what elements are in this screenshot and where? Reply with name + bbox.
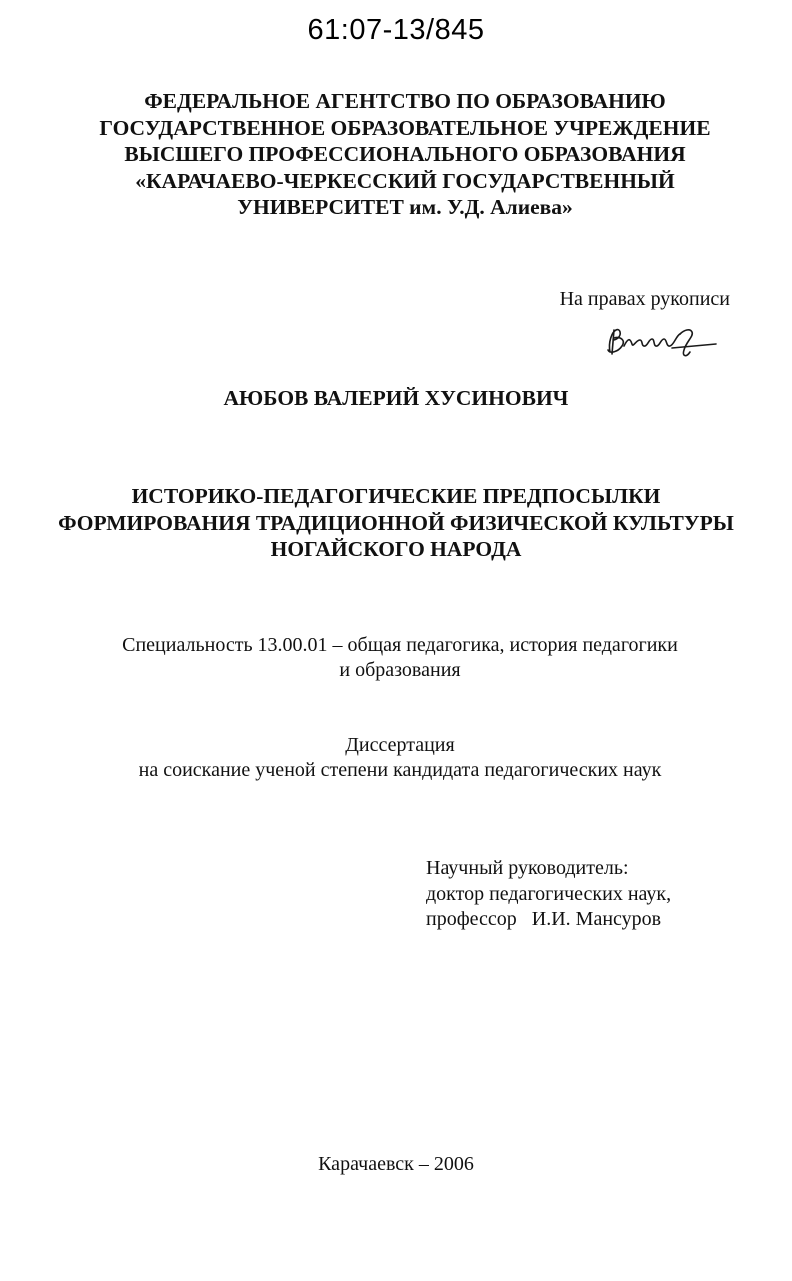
institution-line: ВЫСШЕГО ПРОФЕССИОНАЛЬНОГО ОБРАЗОВАНИЯ bbox=[124, 142, 686, 166]
handwritten-signature-icon bbox=[600, 320, 720, 365]
institution-line: УНИВЕРСИТЕТ им. У.Д. Алиева» bbox=[237, 195, 573, 219]
title-line: НОГАЙСКОГО НАРОДА bbox=[270, 537, 522, 561]
dissertation-title bbox=[40, 483, 752, 563]
supervisor-line: профессор И.И. Мансуров bbox=[426, 908, 662, 930]
institution-line: ФЕДЕРАЛЬНОЕ АГЕНТСТВО ПО ОБРАЗОВАНИЮ bbox=[144, 89, 666, 113]
title-line: ИСТОРИКО-ПЕДАГОГИЧЕСКИЕ ПРЕДПОСЫЛКИ bbox=[131, 484, 661, 508]
catalog-code: 61:07-13/845 bbox=[307, 14, 485, 46]
manuscript-rights-note: На правах рукописи bbox=[559, 288, 730, 310]
author-name: АЮБОВ ВАЛЕРИЙ ХУСИНОВИЧ bbox=[223, 386, 569, 410]
degree-line: Диссертация bbox=[345, 734, 455, 756]
supervisor-info bbox=[426, 856, 766, 933]
supervisor-line: Научный руководитель: bbox=[426, 857, 629, 879]
institution-header bbox=[60, 88, 750, 221]
degree-info bbox=[60, 733, 740, 783]
title-line: ФОРМИРОВАНИЯ ТРАДИЦИОННОЙ ФИЗИЧЕСКОЙ КУЛЬТУРЫ bbox=[58, 510, 734, 535]
place-and-year: Карачаевск – 2006 bbox=[318, 1153, 474, 1175]
degree-line: на соискание ученой степени кандидата педагогических наук bbox=[138, 759, 662, 781]
specialty-line: Специальность 13.00.01 – общая педагогика, история педагогики bbox=[122, 634, 678, 656]
specialty-info bbox=[60, 633, 740, 682]
supervisor-line: доктор педагогических наук, bbox=[426, 882, 672, 905]
specialty-line: и образования bbox=[339, 658, 461, 681]
institution-line: «КАРАЧАЕВО-ЧЕРКЕССКИЙ ГОСУДАРСТВЕННЫЙ bbox=[135, 168, 675, 193]
institution-line: ГОСУДАРСТВЕННОЕ ОБРАЗОВАТЕЛЬНОЕ УЧРЕЖДЕНИЕ bbox=[99, 115, 711, 140]
